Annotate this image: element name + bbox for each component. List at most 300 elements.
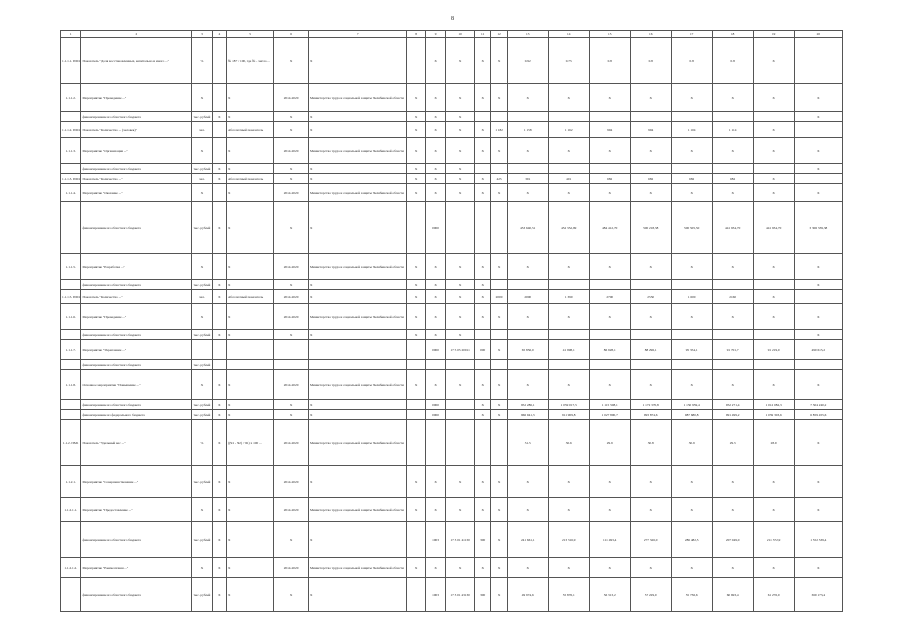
table-cell: 17 3 01 43130: [446, 578, 475, 612]
table-cell: X: [274, 174, 309, 184]
table-cell: [474, 202, 490, 254]
table-cell: 2014-2020: [274, 498, 309, 522]
column-number: 1: [61, 31, 81, 38]
table-cell: Мероприятие "Организация ...": [81, 138, 192, 164]
table-cell: [753, 112, 794, 122]
table-cell: 911 909,8: [548, 410, 589, 420]
table-cell: [491, 202, 507, 254]
table-cell: X: [425, 164, 445, 174]
table-cell: X: [212, 498, 226, 522]
table-cell: X: [274, 400, 309, 410]
table-cell: Мероприятие "Ежемесячная ...": [81, 558, 192, 578]
table-cell: X: [671, 254, 712, 280]
table-cell: X: [474, 290, 490, 304]
table-cell: 0000: [425, 202, 445, 254]
table-cell: X: [308, 164, 406, 174]
table-cell: X: [446, 84, 475, 112]
table-cell: X: [446, 122, 475, 138]
table-cell: 987 680,8: [671, 410, 712, 420]
column-number: 13: [507, 31, 548, 38]
table-cell: [491, 330, 507, 340]
table-cell: [507, 164, 548, 174]
table-cell: X: [794, 466, 842, 498]
column-number: 8: [407, 31, 425, 38]
table-cell: Мероприятие "Предоставление ...": [81, 498, 192, 522]
table-cell: финансирование из областного бюджета: [81, 202, 192, 254]
table-cell: X: [212, 330, 226, 340]
table-cell: [274, 340, 309, 360]
table-cell: X: [407, 254, 425, 280]
table-cell: чел.: [192, 174, 212, 184]
table-cell: X: [507, 370, 548, 400]
table-cell: 61 276,0: [753, 578, 794, 612]
table-cell: X: [491, 38, 507, 84]
table-cell: X: [407, 112, 425, 122]
table-cell: X: [474, 84, 490, 112]
table-cell: X: [474, 370, 490, 400]
table-cell: X: [227, 184, 274, 202]
table-cell: X: [589, 558, 630, 578]
table-cell: 1.1.2. ПМ1: [61, 420, 81, 466]
table-cell: X: [712, 254, 753, 280]
table-cell: 2014-2020: [274, 290, 309, 304]
table-cell: X: [507, 84, 548, 112]
table-cell: [446, 420, 475, 466]
table-cell: X: [227, 304, 274, 330]
table-row: [61, 254, 843, 280]
table-cell: X: [491, 254, 507, 280]
table-cell: X: [507, 184, 548, 202]
table-cell: X: [212, 174, 226, 184]
table-cell: X: [630, 84, 671, 112]
table-cell: 682: [671, 174, 712, 184]
table-cell: 56 313,2: [589, 578, 630, 612]
table-cell: X: [491, 184, 507, 202]
table-cell: X: [491, 340, 507, 360]
table-cell: [548, 164, 589, 174]
table-cell: X: [407, 138, 425, 164]
table-cell: [407, 360, 425, 370]
table-cell: 277 326,0: [630, 522, 671, 558]
table-cell: X: [192, 304, 212, 330]
table-cell: X: [425, 330, 445, 340]
table-cell: [227, 360, 274, 370]
table-row: [61, 466, 843, 498]
table-cell: X: [589, 466, 630, 498]
table-cell: 1 059 303,6: [753, 410, 794, 420]
table-cell: 2014-2020: [274, 254, 309, 280]
table-cell: X: [446, 558, 475, 578]
table-cell: [407, 420, 425, 466]
table-cell: 1.1.1.3. ПМ1: [61, 174, 81, 184]
table-cell: 1.1.1.4.: [61, 184, 81, 202]
table-cell: [407, 400, 425, 410]
table-cell: X: [212, 164, 226, 174]
table-cell: чел.: [192, 290, 212, 304]
table-cell: тыс. рублей: [192, 360, 212, 370]
table-cell: 1 150 959,4: [671, 400, 712, 410]
table-cell: X: [446, 280, 475, 290]
program-table: [60, 30, 843, 612]
table-cell: X: [407, 558, 425, 578]
table-cell: Мероприятие "Разработка ...": [81, 254, 192, 280]
table-cell: X: [630, 498, 671, 522]
table-cell: 952 286,1: [507, 400, 548, 410]
table-cell: 1.1.1.2.: [61, 84, 81, 112]
table-cell: X: [589, 84, 630, 112]
table-cell: X: [474, 466, 490, 498]
table-cell: [589, 280, 630, 290]
table-cell: 991 499,2: [712, 410, 753, 420]
table-cell: [589, 112, 630, 122]
table-cell: 993 874,6: [630, 410, 671, 420]
table-cell: Показатель "Доля восстановленных, капитально и иного ...": [81, 38, 192, 84]
table-cell: X: [446, 330, 475, 340]
table-cell: 1.1.1.5. ПМ1: [61, 290, 81, 304]
table-cell: тыс. рублей: [192, 578, 212, 612]
table-cell: [474, 112, 490, 122]
table-cell: Основное мероприятие "Повышение ...": [81, 370, 192, 400]
table-cell: X: [308, 578, 406, 612]
table-cell: X: [227, 280, 274, 290]
table-row: [61, 184, 843, 202]
table-cell: 91 219,0: [753, 340, 794, 360]
table-cell: 0000: [425, 340, 445, 360]
table-cell: [753, 164, 794, 174]
table-cell: X: [507, 304, 548, 330]
table-cell: X: [474, 184, 490, 202]
table-cell: Мероприятие "Оказание ...": [81, 184, 192, 202]
table-cell: финансирование из областного бюджета: [81, 280, 192, 290]
table-cell: X: [474, 400, 490, 410]
table-cell: X: [446, 164, 475, 174]
table-cell: X: [212, 202, 226, 254]
table-cell: [712, 280, 753, 290]
table-cell: 111 493,4: [589, 522, 630, 558]
table-cell: 17 5 05 20011: [446, 340, 475, 360]
table-cell: 3 306 339,38: [794, 202, 842, 254]
table-cell: 1 182: [491, 122, 507, 138]
table-cell: X: [753, 184, 794, 202]
table-cell: 1 172 370,8: [630, 400, 671, 410]
table-cell: X: [507, 466, 548, 498]
table-cell: X: [630, 138, 671, 164]
table-cell: [446, 400, 475, 410]
table-cell: 29.3: [712, 420, 753, 466]
table-cell: [474, 360, 490, 370]
table-cell: 1.1.1.1. ПМ1: [61, 38, 81, 84]
table-cell: 1 162: [548, 122, 589, 138]
table-cell: [61, 202, 81, 254]
table-cell: [407, 410, 425, 420]
table-cell: X: [589, 304, 630, 330]
table-cell: X: [794, 304, 842, 330]
table-cell: [507, 280, 548, 290]
table-cell: [61, 578, 81, 612]
table-cell: X: [425, 174, 445, 184]
table-cell: X: [446, 112, 475, 122]
table-cell: X: [712, 370, 753, 400]
table-cell: X: [227, 138, 274, 164]
table-cell: X: [425, 122, 445, 138]
table-cell: X: [425, 38, 445, 84]
table-cell: 2014-2020: [274, 370, 309, 400]
table-row: [61, 360, 843, 370]
table-cell: X: [308, 122, 406, 138]
table-cell: 1 027 800,7: [589, 410, 630, 420]
table-cell: [61, 360, 81, 370]
table-cell: 2000: [507, 290, 548, 304]
table-cell: 0.75: [548, 38, 589, 84]
table-cell: [548, 112, 589, 122]
table-cell: X: [507, 138, 548, 164]
table-cell: 17 3 01 41130: [446, 522, 475, 558]
table-row: [61, 164, 843, 174]
table-cell: 391: [507, 174, 548, 184]
table-cell: X: [671, 84, 712, 112]
table-cell: X: [491, 410, 507, 420]
table-cell: X: [753, 122, 794, 138]
table-cell: X: [753, 290, 794, 304]
table-cell: X: [794, 420, 842, 466]
table-cell: финансирование из областного бюджета: [81, 400, 192, 410]
table-cell: [61, 410, 81, 420]
table-cell: 0.92: [507, 38, 548, 84]
table-cell: финансирование из областного бюджета: [81, 330, 192, 340]
table-cell: ((Ч1 - Ч2) / Ч1) х 100 ...: [227, 420, 274, 466]
table-cell: [407, 38, 425, 84]
table-cell: X: [474, 138, 490, 164]
table-cell: [491, 360, 507, 370]
table-cell: тыс. рублей: [192, 112, 212, 122]
table-cell: X: [712, 466, 753, 498]
table-cell: 500 505,50: [671, 202, 712, 254]
table-cell: 1.1.2.1.2.: [61, 558, 81, 578]
table-cell: X: [548, 138, 589, 164]
table-cell: 994: [589, 122, 630, 138]
table-cell: X: [589, 138, 630, 164]
column-number: 4: [212, 31, 226, 38]
table-cell: X: [474, 174, 490, 184]
table-cell: X: [407, 174, 425, 184]
table-cell: 2014-2020: [274, 84, 309, 112]
table-cell: 2014-2020: [274, 466, 309, 498]
table-cell: X: [308, 400, 406, 410]
table-cell: X: [630, 304, 671, 330]
table-row: [61, 370, 843, 400]
table-cell: 453 640,51: [507, 202, 548, 254]
table-row: [61, 522, 843, 558]
table-cell: 2550: [630, 290, 671, 304]
table-cell: 1.1.1.2. ПМ1: [61, 122, 81, 138]
table-cell: Показатель "Удельный вес ...": [81, 420, 192, 466]
table-cell: X: [407, 184, 425, 202]
table-cell: X: [407, 304, 425, 330]
table-cell: X: [753, 38, 794, 84]
table-cell: X: [589, 254, 630, 280]
table-cell: 369 173,4: [794, 578, 842, 612]
table-cell: Министерство труда и социальной защиты Челябинской области: [308, 138, 406, 164]
table-cell: № 18+ / 100, где № - число ...: [227, 38, 274, 84]
table-cell: X: [227, 558, 274, 578]
table-row: [61, 420, 843, 466]
table-cell: 1003: [425, 522, 445, 558]
table-cell: Министерство труда и социальной защиты Челябинской области: [308, 254, 406, 280]
table-cell: X: [407, 370, 425, 400]
table-cell: [212, 304, 226, 330]
table-cell: X: [491, 138, 507, 164]
table-cell: X: [227, 112, 274, 122]
table-cell: [407, 522, 425, 558]
table-cell: X: [212, 410, 226, 420]
table-cell: X: [446, 498, 475, 522]
table-cell: [212, 138, 226, 164]
table-cell: X: [630, 254, 671, 280]
table-cell: X: [227, 370, 274, 400]
table-cell: [474, 420, 490, 466]
table-cell: 1.1.1.3.: [61, 138, 81, 164]
table-cell: 0.8: [712, 38, 753, 84]
table-cell: X: [446, 254, 475, 280]
table-cell: 57 229,0: [630, 578, 671, 612]
table-cell: Мероприятие "Укрепление ...": [81, 340, 192, 360]
table-cell: 2014-2020: [274, 558, 309, 578]
table-cell: Абсолютный показатель: [227, 290, 274, 304]
column-number-row: [61, 31, 843, 38]
table-cell: 29.9: [589, 420, 630, 466]
table-cell: 6 859 455,6: [794, 410, 842, 420]
table-cell: X: [474, 280, 490, 290]
table-cell: 2160: [712, 290, 753, 304]
table-cell: 55 876,1: [548, 578, 589, 612]
column-number: 18: [712, 31, 753, 38]
table-cell: X: [308, 174, 406, 184]
table-cell: X: [192, 498, 212, 522]
table-cell: X: [491, 558, 507, 578]
table-cell: 300: [474, 522, 490, 558]
table-cell: X: [407, 466, 425, 498]
table-cell: X: [212, 370, 226, 400]
table-cell: 1 158: [507, 122, 548, 138]
table-cell: [589, 360, 630, 370]
table-cell: X: [474, 122, 490, 138]
table-cell: X: [425, 466, 445, 498]
table-row: [61, 122, 843, 138]
table-cell: 0.8: [589, 38, 630, 84]
table-cell: 30.6: [548, 420, 589, 466]
table-cell: финансирование из областного бюджета: [81, 360, 192, 370]
column-number: 14: [548, 31, 589, 38]
table-cell: X: [507, 498, 548, 522]
table-cell: X: [274, 112, 309, 122]
table-cell: X: [425, 558, 445, 578]
table-row: [61, 400, 843, 410]
table-cell: X: [192, 254, 212, 280]
table-cell: [61, 112, 81, 122]
table-cell: X: [192, 84, 212, 112]
table-cell: 211 372,9: [753, 522, 794, 558]
table-cell: Абсолютный показатель: [227, 174, 274, 184]
table-cell: тыс. рублей: [192, 164, 212, 174]
table-cell: 30.8: [630, 420, 671, 466]
table-cell: X: [212, 280, 226, 290]
table-cell: X: [753, 304, 794, 330]
table-cell: X: [794, 254, 842, 280]
table-cell: [491, 164, 507, 174]
table-cell: чел.: [192, 122, 212, 138]
table-cell: [61, 164, 81, 174]
table-cell: X: [474, 304, 490, 330]
table-cell: X: [407, 290, 425, 304]
table-cell: [192, 340, 212, 360]
table-cell: 1 552 339,4: [794, 522, 842, 558]
table-cell: 2014-2020: [274, 184, 309, 202]
table-cell: X: [212, 420, 226, 466]
column-number: 9: [425, 31, 445, 38]
column-number: 16: [630, 31, 671, 38]
table-cell: 0.8: [630, 38, 671, 84]
table-cell: X: [794, 164, 842, 174]
table-row: [61, 202, 843, 254]
table-cell: X: [589, 370, 630, 400]
column-number: 7: [308, 31, 406, 38]
table-cell: X: [425, 290, 445, 304]
table-cell: [589, 330, 630, 340]
column-number: 11: [474, 31, 490, 38]
table-cell: X: [192, 184, 212, 202]
table-cell: X: [548, 370, 589, 400]
table-cell: X: [425, 370, 445, 400]
table-cell: X: [407, 280, 425, 290]
table-cell: 682: [630, 174, 671, 184]
table-cell: [308, 360, 406, 370]
table-cell: X: [794, 280, 842, 290]
table-cell: X: [407, 330, 425, 340]
table-cell: Мероприятие "Проведение ...": [81, 304, 192, 330]
table-cell: 484 412,70: [589, 202, 630, 254]
column-number: 2: [81, 31, 192, 38]
table-cell: [474, 330, 490, 340]
table-cell: X: [446, 174, 475, 184]
table-cell: X: [227, 254, 274, 280]
table-cell: X: [794, 330, 842, 340]
table-cell: 1.1.1.7.: [61, 340, 81, 360]
table-cell: [212, 340, 226, 360]
table-cell: [425, 360, 445, 370]
table-cell: [446, 202, 475, 254]
table-cell: X: [753, 498, 794, 522]
column-number: 15: [589, 31, 630, 38]
table-cell: 1 115 508,1: [589, 400, 630, 410]
table-cell: [474, 164, 490, 174]
column-number: 5: [227, 31, 274, 38]
table-cell: X: [192, 558, 212, 578]
table-cell: X: [794, 184, 842, 202]
table-cell: финансирование из областного бюджета: [81, 164, 192, 174]
table-cell: X: [507, 558, 548, 578]
table-cell: 86 928,1: [589, 340, 630, 360]
table-cell: тыс. рублей: [192, 410, 212, 420]
table-cell: X: [308, 522, 406, 558]
table-cell: X: [425, 498, 445, 522]
table-cell: X: [227, 330, 274, 340]
table-cell: X: [507, 254, 548, 280]
table-cell: X: [671, 466, 712, 498]
table-cell: X: [212, 112, 226, 122]
table-cell: %: [192, 38, 212, 84]
table-cell: 425: [491, 174, 507, 184]
table-cell: тыс. рублей: [192, 522, 212, 558]
